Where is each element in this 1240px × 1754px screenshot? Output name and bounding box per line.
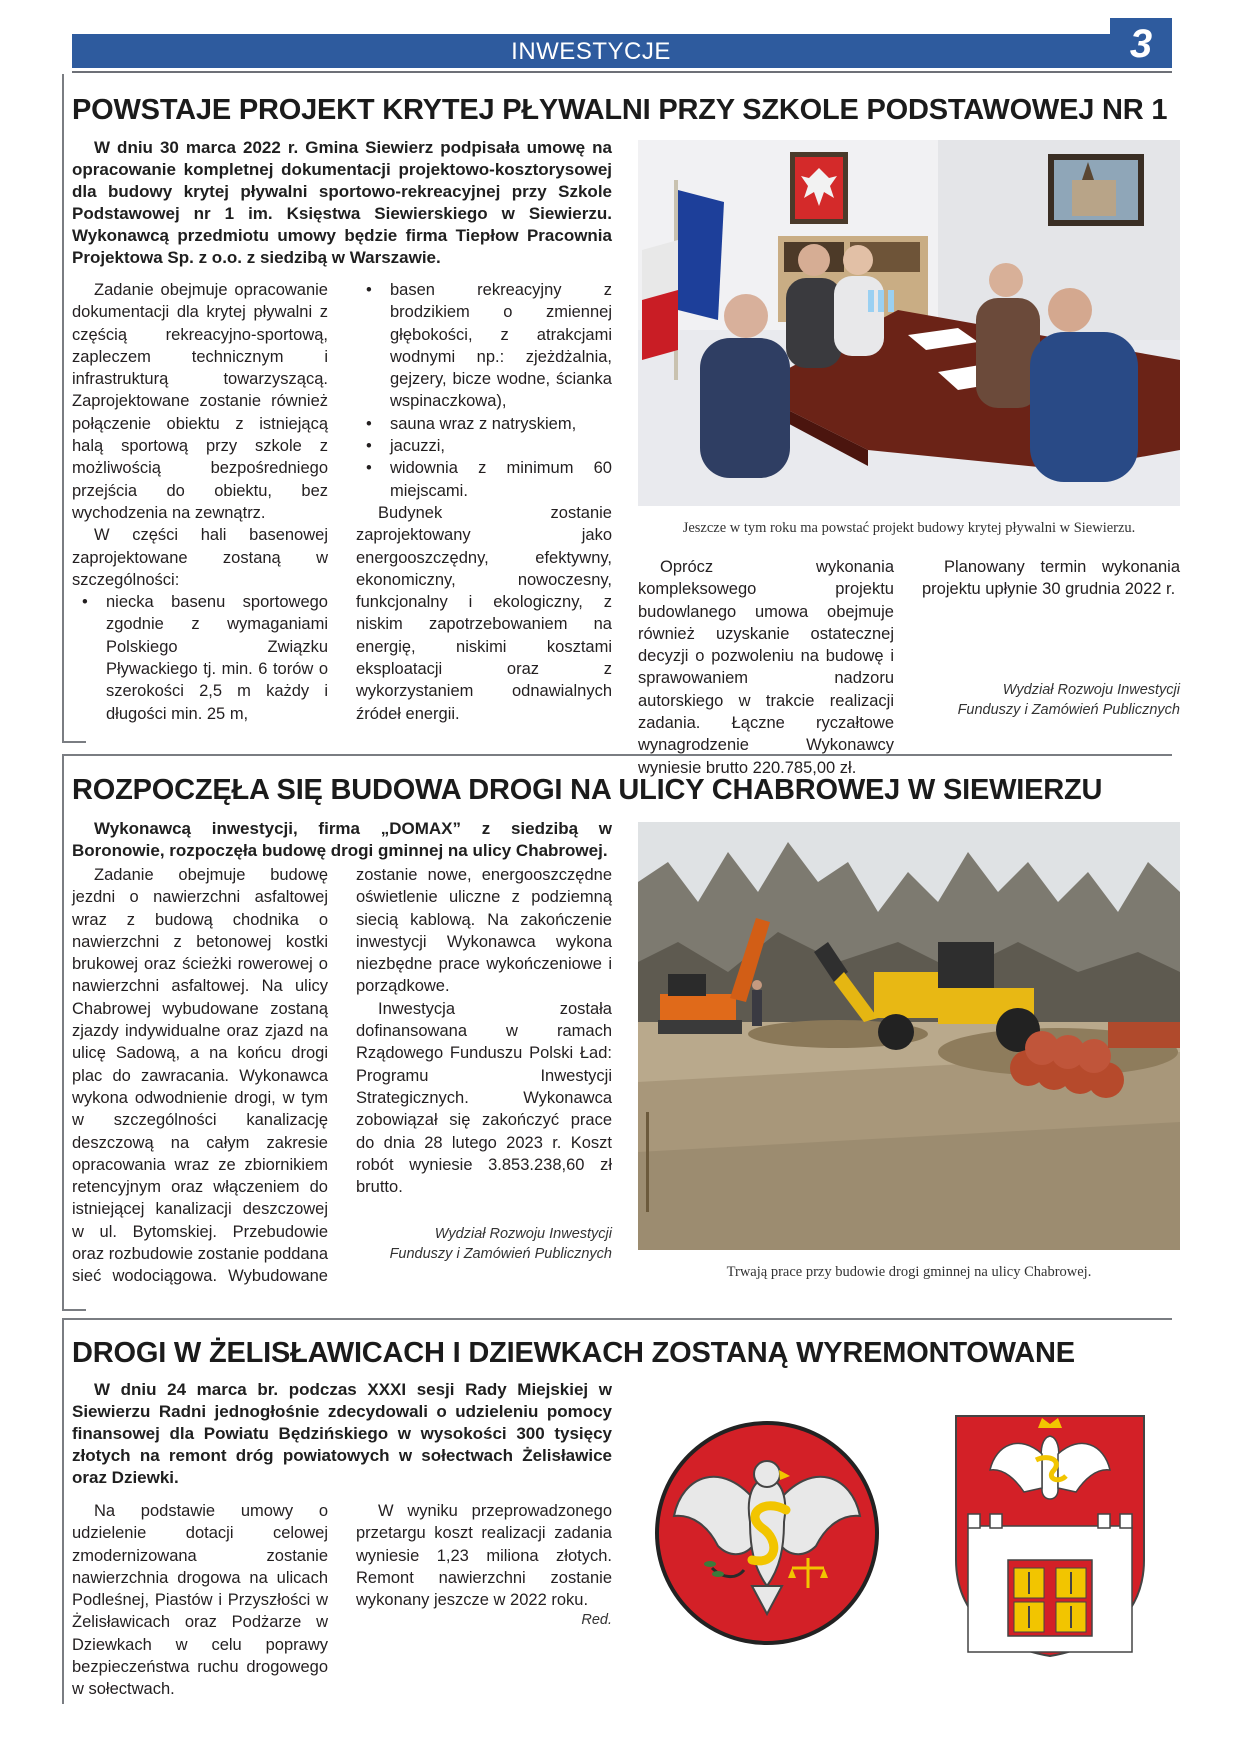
- signature-line: Wydział Rozwoju Inwestycji: [434, 1226, 612, 1243]
- article2-paragraph: Zadanie obejmuje budowę jezdni o nawierzchni asfaltowej wraz z budową chodnika o nawierzchni z betonowej kostki brukowej oraz ścieżki rowerowej o nawierzchni asfaltowej. Na ulicy Chabrowej wybudowane zostaną zjazdy indywidualne oraz zjazd na ulicę Sadową, a na końcu drogi plac do zawracania. Wykonawca wykona odwodnienie drogi, w tym w szczególności kanalizację deszczową na całym zakresie opracowania wraz ze zbiornikiem retencyjnym oraz włączeniem do istniejącej kanalizacji deszczowej w ul. Bytomskiej. Przebudowie oraz rozbudowie zostanie poddana sieć wodociągowa. Wybudowane zostanie nowe, energooszczędne oświetlenie uliczne z podziemną siecią kablową. Na zakończenie inwestycji Wykonawca wykona niezbędne prace wykończeniowe i porządkowe.: [72, 866, 612, 1286]
- signature-line: Funduszy i Zamówień Publicznych: [957, 702, 1180, 718]
- article1-signature: [922, 680, 1180, 720]
- list-item: • sauna wraz z natryskiem,: [390, 413, 612, 435]
- article3-column-1: [72, 1500, 328, 1701]
- article1-column-2: [356, 279, 612, 725]
- round-emblem-icon: [652, 1418, 882, 1648]
- siewierz-coat-of-arms: [652, 1418, 882, 1648]
- article1-paragraph: Oprócz wykonania kompleksowego projektu budowlanego umowa obejmuje również uzyskanie ostatecznej decyzji o pozwoleniu na budowę i sprawowaniem nadzoru autorskiego w trakcie realizacji zadania. Łączne ryczałtowe wynagrodzenie Wykonawcy wyniesie brutto 220.785,00 zł.: [638, 558, 894, 777]
- article2-top-border: [62, 754, 1172, 756]
- article3-paragraph: Na podstawie umowy o udzielenie dotacji celowej zmodernizowana zostanie nawierzchnia drogowa na ulicach Podleśnej, Piastów i Przyszłości w Żelisławicach oraz Podżarze w Dziewkach w celu poprawy bezpieczeństwa ruchu drogowego w sołectwach.: [72, 1502, 328, 1699]
- article1-paragraph: Planowany termin wykonania projektu upłynie 30 grudnia 2022 r.: [922, 558, 1180, 599]
- article2-lead: Wykonawcą inwestycji, firma „DOMAX” z siedzibą w Boronowie, rozpoczęła budowę drogi gminnej na ulicy Chabrowej.: [72, 819, 612, 860]
- article3-lead: W dniu 24 marca br. podczas XXXI sesji Rady Miejskiej w Siewierzu Radni jednogłośnie zdecydowali o udzieleniu pomocy finansowej dla Powiatu Będzińskiego w wysokości 300 tysięcy złotych na remont dróg powiatowych w sołectwach Żelisławice oraz Dziewki.: [72, 1380, 612, 1487]
- meeting-photo: [638, 140, 1180, 506]
- list-item: • niecka basenu sportowego zgodnie z wymaganiami Polskiego Związku Pływackiego tj. min. 6 torów o szerokości 2,5 m każdy i długości min. 25 m,: [106, 591, 328, 725]
- meeting-photo-image: [638, 140, 1180, 506]
- construction-photo-image: [638, 822, 1180, 1250]
- article2-signature: [356, 1224, 612, 1264]
- page-number: 3: [1110, 18, 1172, 68]
- shield-emblem-icon: [950, 1410, 1150, 1660]
- article1-paragraph: Zadanie obejmuje opracowanie dokumentacji dla krytej pływalni z częścią rekreacyjno-sportową, zapleczem technicznym i infrastrukturą towarzyszącą. Zaprojektowane zostanie również połączenie obiektu z istniejącą halą sportową przy szkole z możliwością bezpośredniego przejścia do obiektu, bez wychodzenia na zewnątrz.: [72, 281, 328, 522]
- article1-photo-caption: Jeszcze w tym roku ma powstać projekt budowy krytej pływalni w Siewierzu.: [682, 520, 1136, 536]
- article2-paragraph: Inwestycja została dofinansowana w ramach Rządowego Funduszu Polski Ład: Programu Inwestycji Strategicznych. Wykonawca zobowiązał się zakończyć prace do dnia 28 lutego 2023 r. Koszt robót wyniesie 3.853.238,60 zł brutto.: [356, 999, 612, 1197]
- article1-column-3: [638, 556, 894, 779]
- article3-top-border: [62, 1318, 1172, 1320]
- article1-column-4: [922, 556, 1180, 601]
- article2-headline: ROZPOCZĘŁA SIĘ BUDOWA DROGI NA ULICY CHABROWEJ W SIEWIERZU: [72, 774, 1103, 806]
- article2-left-border: [62, 754, 64, 1310]
- bullet-list: [356, 279, 612, 502]
- section-title: INWESTYCJE: [511, 38, 671, 65]
- article1-headline: POWSTAJE PROJEKT KRYTEJ PŁYWALNI PRZY SZKOLE PODSTAWOWEJ NR 1: [72, 94, 1168, 126]
- article3-left-border: [62, 1318, 64, 1704]
- signature-line: Wydział Rozwoju Inwestycji: [1002, 682, 1180, 698]
- article1-left-border: [62, 74, 64, 742]
- article1-lead: W dniu 30 marca 2022 r. Gmina Siewierz podpisała umowę na opracowanie kompletnej dokumentacji projektowo-kosztorysowej dla budowy krytej pływalni sportowo-rekreacyjnej przy Szkole Podstawowej nr 1 im. Księstwa Siewierskiego w Siewierzu. Wykonawcą przedmiotu umowy będzie firma Tiepłow Pracownia Projektowa Sp. z o.o. z siedzibą w Warszawie.: [72, 138, 612, 267]
- list-item: • basen rekreacyjny z brodzikiem o zmiennej głębokości, z atrakcjami wodnymi np.: zjeżdżalnia, gejzery, bicze wodne, ścianka wspinaczkowa),: [390, 279, 612, 413]
- article2-photo-caption: Trwają prace przy budowie drogi gminnej na ulicy Chabrowej.: [726, 1264, 1092, 1280]
- article1-column-1: [72, 279, 328, 725]
- article3-headline: DROGI W ŻELISŁAWICACH I DZIEWKACH ZOSTANĄ WYREMONTOWANE: [72, 1337, 1075, 1369]
- signature-line: Funduszy i Zamówień Publicznych: [389, 1246, 612, 1263]
- article3-signature: Red.: [581, 1612, 612, 1628]
- article1-paragraph: W części hali basenowej zaprojektowane zostaną w szczególności:: [72, 526, 328, 589]
- header-rule: [72, 71, 1172, 73]
- article1-paragraph: Budynek zostanie zaprojektowany jako energooszczędny, efektywny, ekonomiczny, nowoczesny, funkcjonalny i ekologiczny, z niskim zapotrzebowaniem na energię, niskimi kosztami eksploatacji oraz z wykorzystaniem odnawialnych źródeł energii.: [356, 503, 612, 723]
- article2-bottom-border: [62, 1309, 86, 1311]
- article2-columns: [72, 864, 612, 1304]
- siewierz-shield-coat-of-arms: [950, 1410, 1150, 1660]
- list-item: • widownia z minimum 60 miejscami.: [390, 457, 612, 502]
- list-item: • jacuzzi,: [390, 435, 612, 457]
- construction-photo: [638, 822, 1180, 1250]
- article3-column-2: [356, 1500, 612, 1611]
- article1-bottom-border: [62, 741, 86, 743]
- bullet-list: [72, 591, 328, 725]
- article3-paragraph: W wyniku przeprowadzonego przetargu koszt realizacji zadania wyniesie 1,23 miliona złotych. Remont nawierzchni zostanie wykonany jeszcze w 2022 roku.: [356, 1502, 612, 1610]
